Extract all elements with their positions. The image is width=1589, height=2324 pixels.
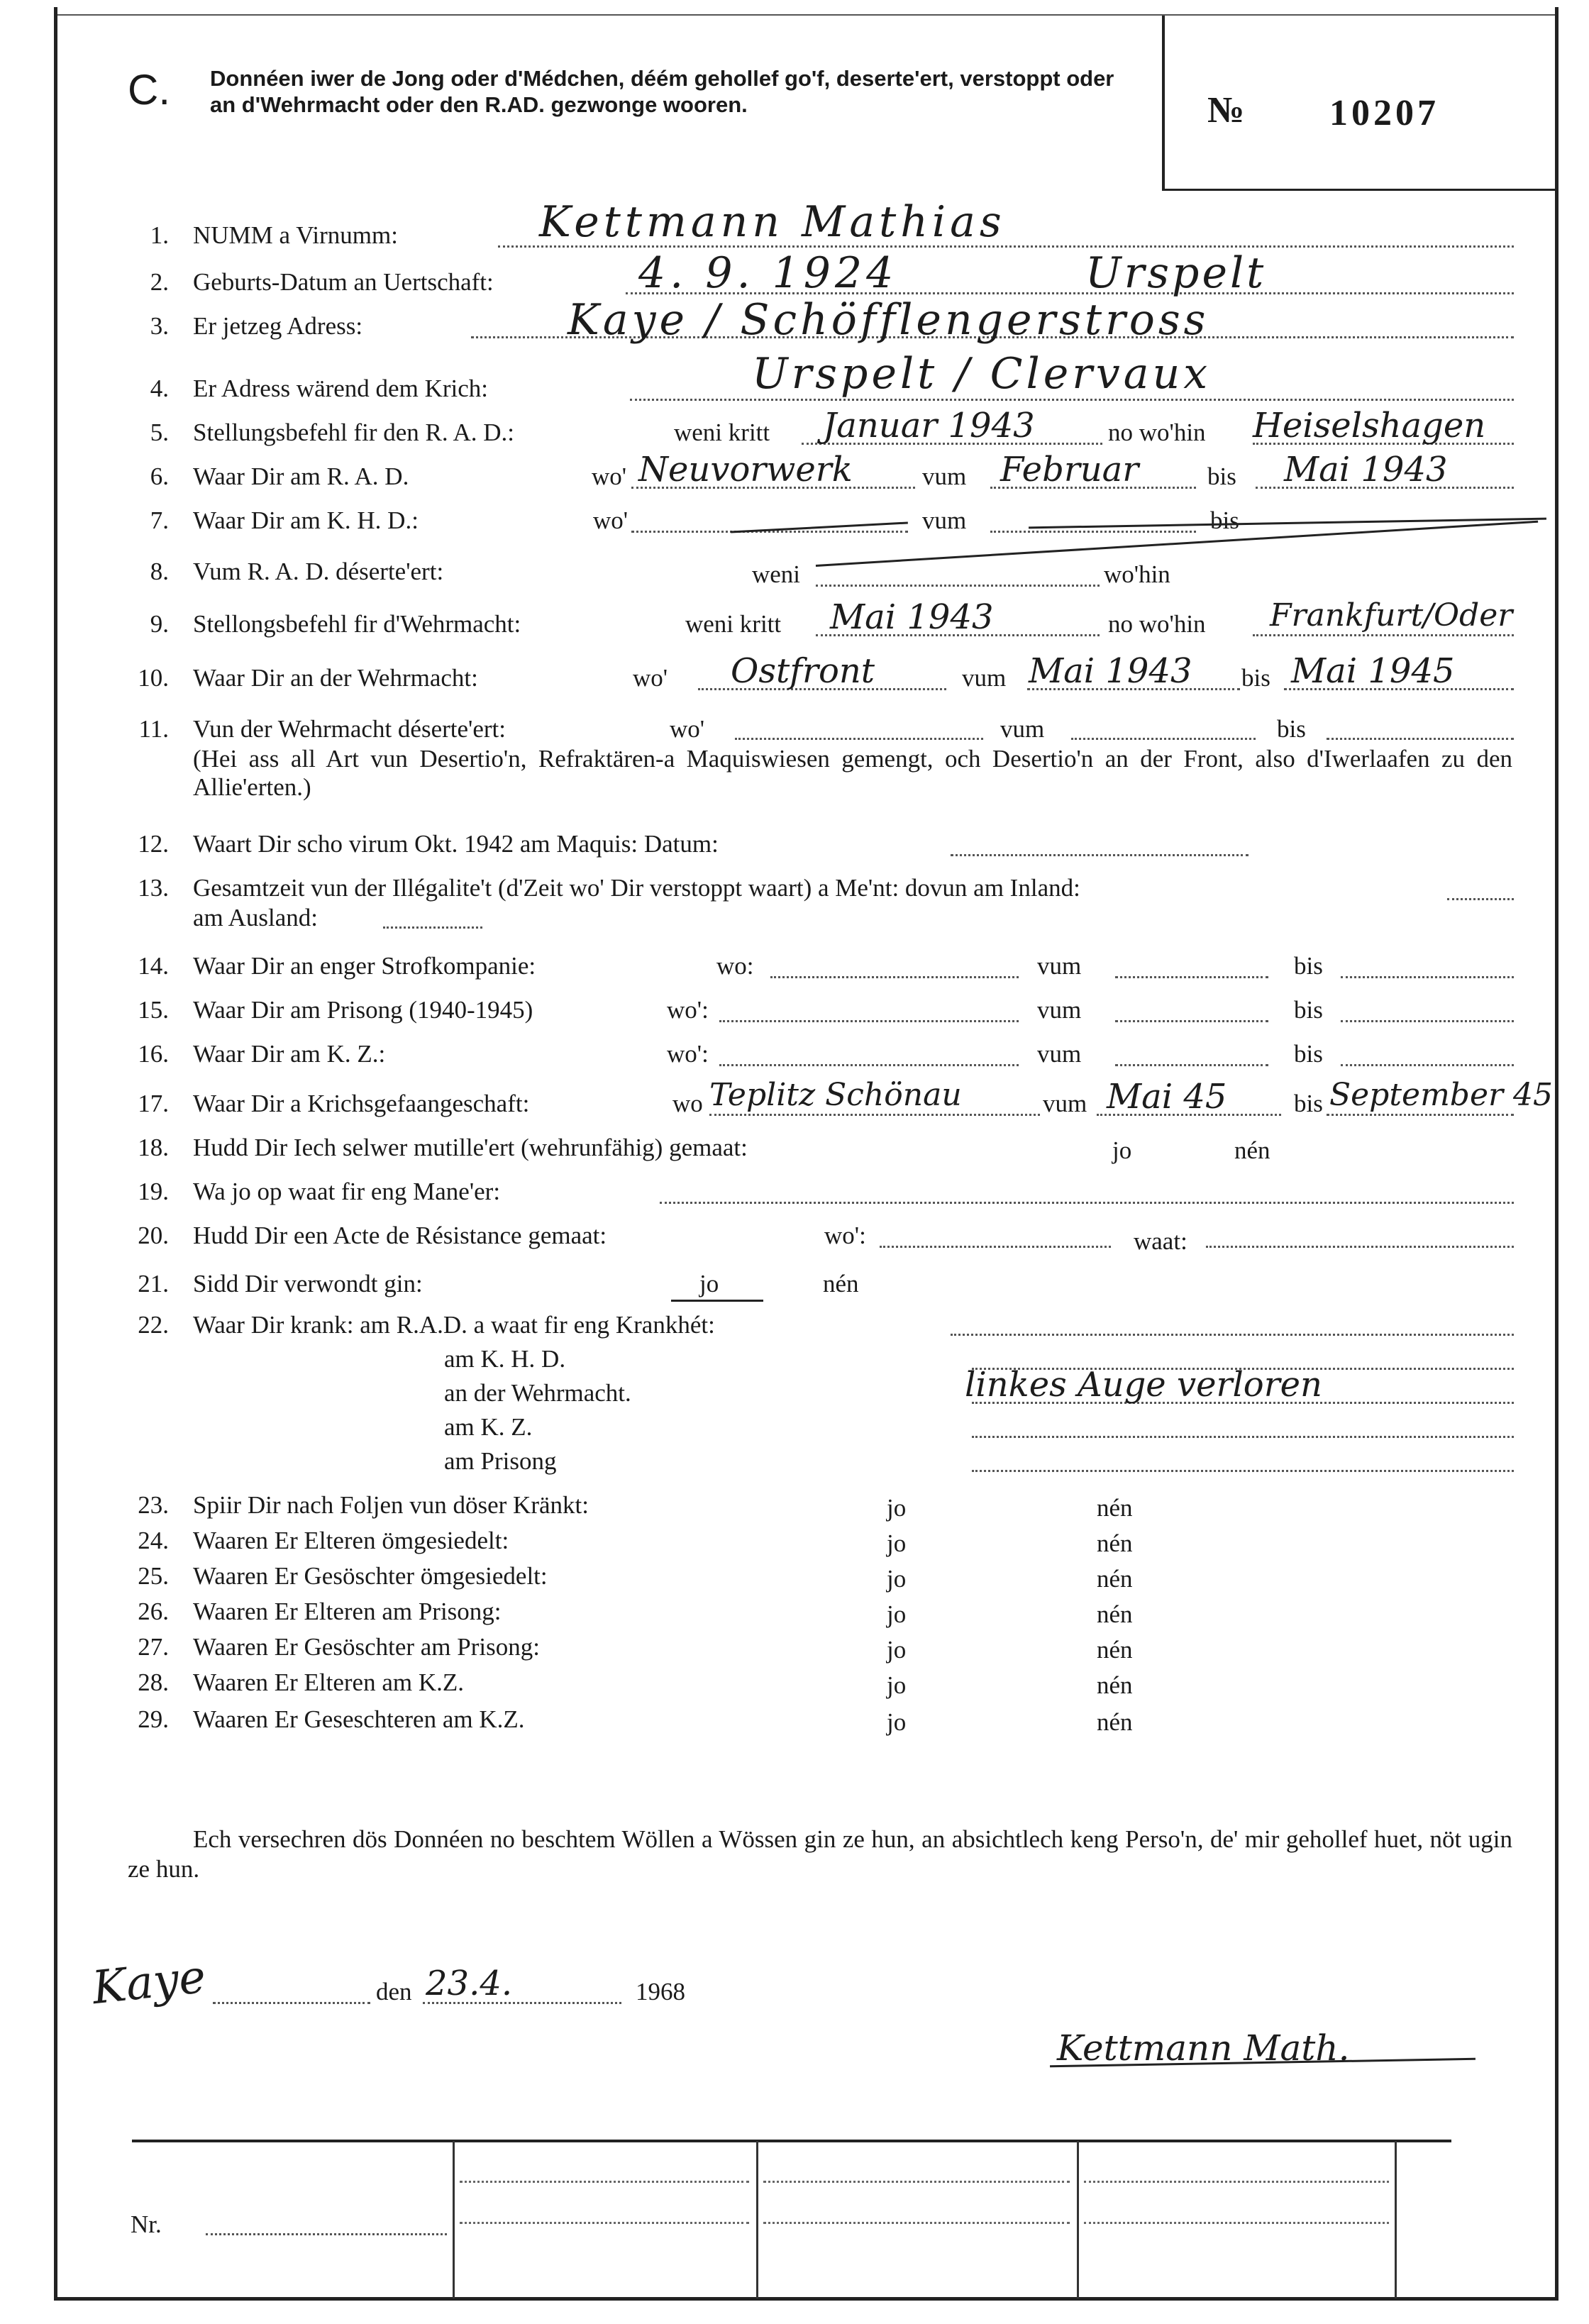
- office-line: [460, 2222, 749, 2224]
- field-line: [1447, 898, 1514, 900]
- field-number: 21.: [138, 1270, 169, 1297]
- nen-option[interactable]: nén: [1097, 1494, 1133, 1522]
- vum-label: vum: [1043, 1090, 1087, 1117]
- office-column: [1077, 2141, 1079, 2298]
- section-letter: C.: [128, 66, 170, 114]
- field-label: Waaren Er Elteren am K.Z.: [193, 1669, 464, 1696]
- nr-label: Nr.: [131, 2210, 162, 2238]
- frame-bottom: [54, 2297, 1558, 2301]
- field-line: [1341, 1020, 1514, 1022]
- vum-label: vum: [1037, 1040, 1082, 1068]
- frame-top: [57, 14, 1555, 16]
- jo-option[interactable]: jo: [887, 1671, 907, 1699]
- wo-label: wo': [592, 463, 627, 490]
- weni-label: weni kritt: [685, 610, 782, 638]
- sub-label: am K. H. D.: [444, 1345, 566, 1373]
- field-label: Stellongsbefehl fir d'Wehrmacht:: [193, 610, 521, 638]
- wo-label: wo:: [716, 952, 754, 980]
- jo-option[interactable]: jo: [887, 1636, 907, 1664]
- den-label: den: [376, 1978, 412, 2005]
- field-number: 25.: [138, 1562, 169, 1590]
- name-value[interactable]: Kettmann Mathias: [539, 197, 1006, 247]
- jo-option[interactable]: jo: [887, 1600, 907, 1628]
- declaration-text: Ech versechren dös Donnéen no beschtem Wöllen a Wössen gin ze hun, an absichtlech keng Perso'n, de' mir gehollef huet, nöt ugin ze hun.: [128, 1825, 1512, 1883]
- field-line: [990, 531, 1196, 533]
- field-label: Waaren Er Elteren ömgesiedelt:: [193, 1527, 509, 1554]
- field-number: 28.: [138, 1669, 169, 1696]
- wo-label: wo: [672, 1090, 703, 1117]
- field-line: [1327, 738, 1514, 740]
- office-line: [763, 2222, 1070, 2224]
- field-number: 4.: [150, 375, 169, 402]
- sub-label: am Prisong: [444, 1447, 557, 1475]
- captivity-to-value[interactable]: September 45: [1329, 1077, 1554, 1113]
- rad-to-value[interactable]: Mai 1943: [1284, 450, 1448, 489]
- field-label: Geburts-Datum an Uertschaft:: [193, 268, 494, 296]
- sub-label: am K. Z.: [444, 1413, 533, 1441]
- field-number: 6.: [150, 463, 169, 490]
- field-label: Er Adress wärend dem Krich:: [193, 375, 488, 402]
- nen-option[interactable]: nén: [1097, 1600, 1133, 1628]
- field-label: Vum R. A. D. déserte'ert:: [193, 558, 444, 585]
- field-number: 19.: [138, 1178, 169, 1205]
- field-line: [1115, 1064, 1268, 1066]
- wohin-label: no wo'hin: [1108, 419, 1206, 446]
- vum-label: vum: [922, 463, 967, 490]
- bis-label: bis: [1294, 1090, 1323, 1117]
- office-line: [460, 2181, 749, 2183]
- field-label: Waaren Er Gesöschter am Prisong:: [193, 1633, 540, 1661]
- field-label: Wa jo op waat fir eng Mane'er:: [193, 1178, 501, 1205]
- field-label: NUMM a Virnumm:: [193, 221, 398, 249]
- jo-option[interactable]: jo: [1112, 1136, 1132, 1164]
- field-label: Waar Dir am K. Z.:: [193, 1040, 386, 1068]
- bis-label: bis: [1210, 507, 1239, 534]
- frame-left: [54, 7, 57, 2300]
- wehrmacht-where-value[interactable]: Ostfront: [731, 651, 875, 691]
- office-line: [1084, 2181, 1389, 2183]
- field-number: 13.: [138, 874, 169, 902]
- field-label: Waar Dir am K. H. D.:: [193, 507, 419, 534]
- field-number: 17.: [138, 1090, 169, 1117]
- wehrmacht-to-value[interactable]: Mai 1945: [1291, 651, 1455, 691]
- field-label: Vun der Wehrmacht déserte'ert:: [193, 715, 506, 743]
- bis-label: bis: [1294, 952, 1323, 980]
- form-number: 10207: [1329, 93, 1439, 133]
- rad-where-value[interactable]: Neuvorwerk: [638, 450, 853, 489]
- office-line: [1084, 2222, 1389, 2224]
- field-number: 1.: [150, 221, 169, 249]
- office-line: [763, 2181, 1070, 2183]
- field-line: [1341, 1064, 1514, 1066]
- frame-right: [1555, 7, 1558, 2300]
- sub-label: an der Wehrmacht.: [444, 1379, 631, 1407]
- jo-option[interactable]: jo: [887, 1565, 907, 1593]
- rad-destination-value[interactable]: Heiselshagen: [1253, 406, 1486, 446]
- field-line: [972, 1436, 1514, 1438]
- bis-label: bis: [1294, 1040, 1323, 1068]
- field-line: [735, 738, 983, 740]
- current-address-value[interactable]: Kaye / Schöfflengerstross: [568, 295, 1209, 345]
- field-line: [1115, 976, 1268, 978]
- field-number: 12.: [138, 830, 169, 858]
- field-number: 26.: [138, 1598, 169, 1625]
- wo-label: wo': [593, 507, 629, 534]
- wo-label: wo': [633, 664, 668, 692]
- field-label: Waaren Er Elteren am Prisong:: [193, 1598, 502, 1625]
- field-line: [816, 585, 1100, 587]
- wehrmacht-destination-value[interactable]: Frankfurt/Oder: [1270, 597, 1513, 633]
- field-line: [1071, 738, 1256, 740]
- field-line: [1253, 634, 1514, 636]
- field-line: [951, 1334, 1514, 1336]
- field-label: Hudd Dir een Acte de Résistance gemaat:: [193, 1222, 607, 1249]
- bis-label: bis: [1241, 664, 1270, 692]
- field-label: Waar Dir an der Wehrmacht:: [193, 664, 478, 692]
- vum-label: vum: [1037, 996, 1082, 1024]
- bis-label: bis: [1277, 715, 1306, 743]
- war-address-value[interactable]: Urspelt / Clervaux: [752, 349, 1212, 399]
- field-line: [709, 1114, 1040, 1116]
- signing-date[interactable]: 23.4.: [426, 1964, 513, 2003]
- header-divider: [1162, 16, 1165, 190]
- field-number: 24.: [138, 1527, 169, 1554]
- field-number: 9.: [150, 610, 169, 638]
- field-number: 14.: [138, 952, 169, 980]
- office-column: [453, 2141, 455, 2298]
- field-label: Sidd Dir verwondt gin:: [193, 1270, 423, 1297]
- jo-option[interactable]: jo: [699, 1270, 719, 1297]
- jo-option[interactable]: jo: [887, 1494, 907, 1522]
- field-label: Waar Dir an enger Strofkompanie:: [193, 952, 536, 980]
- field-label: Spiir Dir nach Foljen vun döser Kränkt:: [193, 1491, 589, 1519]
- field-number: 29.: [138, 1705, 169, 1733]
- birth-place-value[interactable]: Urspelt: [1085, 248, 1267, 298]
- form-title: Donnéen iwer de Jong oder d'Médchen, déém gehollef go'f, deserte'ert, verstoppt oder an d'Wehrmacht oder den R.AD. gezwonge wooren.: [210, 66, 1114, 117]
- field-number: 22.: [138, 1311, 169, 1339]
- field-number: 5.: [150, 419, 169, 446]
- field-label: Waar Dir am Prisong (1940-1945): [193, 996, 533, 1024]
- field-number: 18.: [138, 1134, 169, 1161]
- office-rule: [132, 2140, 1451, 2142]
- field-line: [1327, 1114, 1514, 1116]
- field-label: Stellungsbefehl fir den R. A. D.:: [193, 419, 515, 446]
- field-line: [383, 926, 482, 929]
- field-number: 23.: [138, 1491, 169, 1519]
- field-label: Waart Dir scho virum Okt. 1942 am Maquis: Datum:: [193, 830, 719, 858]
- strike-line: [1029, 518, 1546, 529]
- office-column: [1395, 2141, 1397, 2298]
- nen-option[interactable]: nén: [1097, 1708, 1133, 1736]
- underline-mark: [671, 1300, 763, 1302]
- field-line: [770, 976, 1019, 978]
- field-note: (Hei ass all Art vun Desertio'n, Refraktären-a Maquiswiesen gemengt, och Desertio'n an der Front, also d'Iwerlaafen zu den Allie'erten.): [193, 745, 1512, 801]
- wehrmacht-from-value[interactable]: Mai 1943: [1029, 651, 1192, 691]
- field-label: Er jetzeg Adress:: [193, 312, 363, 340]
- field-line: [630, 399, 1514, 401]
- field-number: 8.: [150, 558, 169, 585]
- wo-label: wo':: [667, 1040, 709, 1068]
- vum-label: vum: [922, 507, 967, 534]
- field-line: [972, 1470, 1514, 1472]
- vum-label: vum: [962, 664, 1007, 692]
- nen-option[interactable]: nén: [1097, 1565, 1133, 1593]
- field-number: 3.: [150, 312, 169, 340]
- field-line: [1206, 1246, 1514, 1248]
- waat-label: waat:: [1134, 1227, 1187, 1255]
- field-number: 15.: [138, 996, 169, 1024]
- number-symbol: №: [1207, 90, 1245, 131]
- signing-place[interactable]: Kaye: [89, 1950, 209, 2015]
- field-line: [206, 2233, 447, 2235]
- field-label: Gesamtzeit vun der Illégalite't (d'Zeit wo' Dir verstoppt waart) a Me'nt: dovun am Inland:: [193, 874, 1080, 902]
- field-label: Waaren Er Geseschteren am K.Z.: [193, 1705, 525, 1733]
- field-number: 10.: [138, 664, 169, 692]
- vum-label: vum: [1000, 715, 1045, 743]
- field-number: 7.: [150, 507, 169, 534]
- weni-label: weni: [752, 560, 801, 588]
- field-label: Waar Dir a Krichsgefaangeschaft:: [193, 1090, 530, 1117]
- field-number: 16.: [138, 1040, 169, 1068]
- field-number: 27.: [138, 1633, 169, 1661]
- illness-value[interactable]: linkes Auge verloren: [965, 1365, 1322, 1405]
- nen-option[interactable]: nén: [1097, 1529, 1133, 1557]
- field-line: [880, 1246, 1111, 1248]
- signing-year: 1968: [636, 1978, 685, 2005]
- field-label: Hudd Dir Iech selwer mutille'ert (wehrunfähig) gemaat:: [193, 1134, 748, 1161]
- signature: Kettmann Math.: [1057, 2027, 1350, 2069]
- field-line: [1341, 976, 1514, 978]
- wo-label: wo':: [667, 996, 709, 1024]
- birth-date-value[interactable]: 4. 9. 1924: [638, 248, 898, 298]
- weni-label: weni kritt: [674, 419, 770, 446]
- jo-option[interactable]: jo: [887, 1529, 907, 1557]
- nen-option[interactable]: nén: [1234, 1136, 1270, 1164]
- field-number: 2.: [150, 268, 169, 296]
- wohin-label: wo'hin: [1104, 560, 1170, 588]
- field-label-2: am Ausland:: [193, 904, 318, 931]
- office-column: [756, 2141, 758, 2298]
- nen-option[interactable]: nén: [1097, 1671, 1133, 1699]
- bis-label: bis: [1207, 463, 1236, 490]
- captivity-from-value[interactable]: Mai 45: [1107, 1077, 1227, 1117]
- captivity-where-value[interactable]: Teplitz Schönau: [709, 1077, 962, 1113]
- field-label: Waar Dir am R. A. D.: [193, 463, 409, 490]
- field-number: 11.: [138, 715, 169, 743]
- bis-label: bis: [1294, 996, 1323, 1024]
- field-line: [719, 1020, 1019, 1022]
- jo-option[interactable]: jo: [887, 1708, 907, 1736]
- field-line: [1115, 1020, 1268, 1022]
- wo-label: wo': [670, 715, 705, 743]
- number-box-bottom: [1162, 189, 1555, 191]
- rad-order-date-value[interactable]: Januar 1943: [823, 406, 1035, 446]
- field-label: Waaren Er Gesöschter ömgesiedelt:: [193, 1562, 548, 1590]
- field-label: Waar Dir krank: am R.A.D. a waat fir eng Krankhét:: [193, 1311, 715, 1339]
- field-line: [660, 1202, 1514, 1204]
- field-line: [951, 854, 1248, 856]
- vum-label: vum: [1037, 952, 1082, 980]
- nen-option[interactable]: nén: [1097, 1636, 1133, 1664]
- wo-label: wo':: [824, 1222, 866, 1249]
- field-line: [719, 1064, 1019, 1066]
- nen-option[interactable]: nén: [823, 1270, 859, 1297]
- rad-from-value[interactable]: Februar: [1000, 450, 1139, 489]
- wohin-label: no wo'hin: [1108, 610, 1206, 638]
- field-number: 20.: [138, 1222, 169, 1249]
- wehrmacht-order-date-value[interactable]: Mai 1943: [830, 597, 994, 637]
- field-line: [213, 2002, 370, 2004]
